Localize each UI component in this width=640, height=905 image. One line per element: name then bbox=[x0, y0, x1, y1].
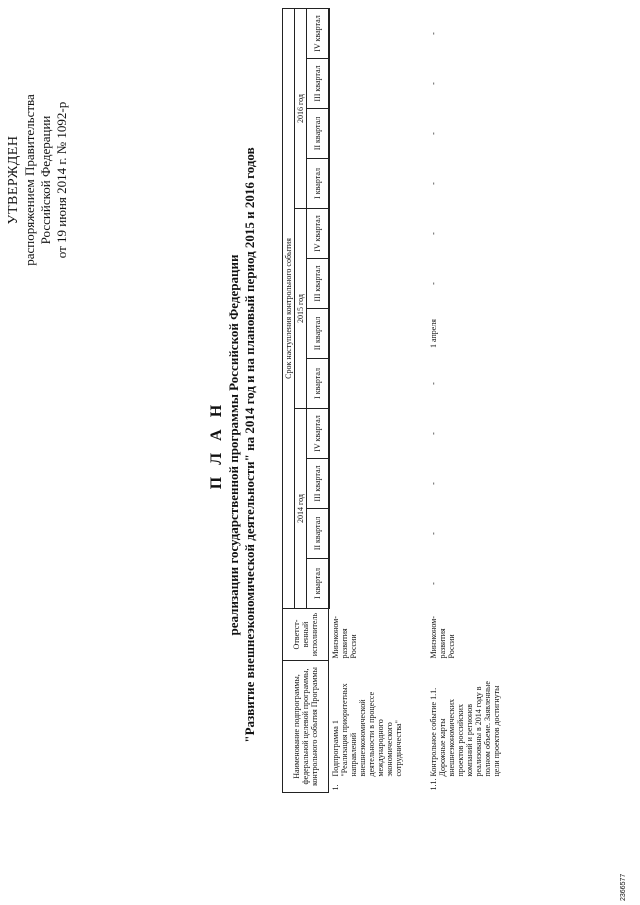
quarter-cell: - bbox=[428, 382, 438, 385]
quarter-cell bbox=[329, 509, 427, 559]
approval-block bbox=[6, 15, 70, 345]
quarter-cell bbox=[329, 9, 427, 59]
quarter-cell: - bbox=[428, 32, 438, 35]
quarter-cell: - bbox=[428, 132, 438, 135]
plan-subtitle: реализации государственной программы Российской Федерации bbox=[226, 254, 241, 636]
quarter-cell: - bbox=[428, 532, 438, 535]
header-name-column: Наименование подпрограммы, федеральной целевой программы, контрольного события Программы bbox=[283, 661, 329, 793]
quarter-cell: - bbox=[428, 232, 438, 235]
quarter-header: IV квартал bbox=[307, 9, 329, 59]
row-name-cell bbox=[427, 661, 537, 793]
quarter-cell bbox=[329, 59, 427, 109]
quarter-header: I квартал bbox=[307, 559, 329, 609]
quarter-header: II квартал bbox=[307, 109, 329, 159]
quarter-header: IV квартал bbox=[307, 209, 329, 259]
row-number: 1.1. bbox=[428, 778, 438, 791]
approval-line: Российской Федерации bbox=[38, 115, 53, 245]
quarter-header: II квартал bbox=[307, 509, 329, 559]
row-name: Подпрограмма 1 "Реализация приоритетных направлений внешнеэкономической деятельности в процессе международного экономического сотрудничества" bbox=[331, 683, 403, 777]
row-name: Контрольное событие 1.1. Дорожные карты внешнеэкономических проектов российских компаний и регионов реализованы в 2014 году в полном объеме. Заявленные цели проектов достигнуты bbox=[428, 681, 501, 777]
quarter-header: I квартал bbox=[307, 359, 329, 409]
approval-heading: УТВЕРЖДЕН bbox=[6, 135, 21, 225]
quarter-cell bbox=[329, 209, 427, 259]
quarter-cell: 1 апреля bbox=[428, 319, 438, 348]
quarter-header: III квартал bbox=[307, 59, 329, 109]
approval-line: от 19 июня 2014 г. № 1092-р bbox=[54, 101, 69, 259]
quarter-cell bbox=[329, 459, 427, 509]
row-name-cell bbox=[329, 661, 427, 793]
quarter-cell: - bbox=[428, 82, 438, 85]
quarter-cell: - bbox=[428, 582, 438, 585]
quarter-header: I квартал bbox=[307, 159, 329, 209]
plan-subtitle: "Развитие внешнеэкономической деятельности" на 2014 год и на плановый период 2015 и 2016 годов bbox=[242, 147, 257, 743]
plan-table bbox=[282, 8, 537, 793]
row-responsible: Минэконом- развития России bbox=[428, 616, 456, 659]
quarter-cell bbox=[329, 259, 427, 309]
header-deadline: Срок наступления контрольного события bbox=[283, 9, 295, 609]
header-responsible-column: Ответст- венный исполнитель bbox=[283, 609, 329, 661]
approval-line: распоряжением Правительства bbox=[22, 94, 37, 266]
quarter-header: III квартал bbox=[307, 259, 329, 309]
row-number: 1. bbox=[331, 784, 340, 791]
quarter-cell bbox=[329, 359, 427, 409]
year-header: 2016 год bbox=[295, 9, 307, 209]
quarter-cell bbox=[329, 159, 427, 209]
quarter-header: IV квартал bbox=[307, 409, 329, 459]
quarter-header: II квартал bbox=[307, 309, 329, 359]
quarter-cell bbox=[329, 559, 427, 609]
quarter-cell: - bbox=[428, 282, 438, 285]
quarter-cell bbox=[329, 309, 427, 359]
quarter-cell: - bbox=[428, 482, 438, 485]
year-header: 2015 год bbox=[295, 209, 307, 409]
quarter-cell bbox=[329, 409, 427, 459]
document-id: 2366577 bbox=[620, 873, 627, 901]
plan-title: П Л А Н bbox=[208, 400, 225, 490]
quarter-cell bbox=[329, 109, 427, 159]
table-row bbox=[427, 9, 537, 793]
quarter-header: III квартал bbox=[307, 459, 329, 509]
quarter-cell: - bbox=[428, 432, 438, 435]
table-row bbox=[329, 9, 427, 793]
quarter-cell: - bbox=[428, 182, 438, 185]
row-responsible: Минэконом- развития России bbox=[331, 616, 358, 659]
year-header: 2014 год bbox=[295, 409, 307, 609]
